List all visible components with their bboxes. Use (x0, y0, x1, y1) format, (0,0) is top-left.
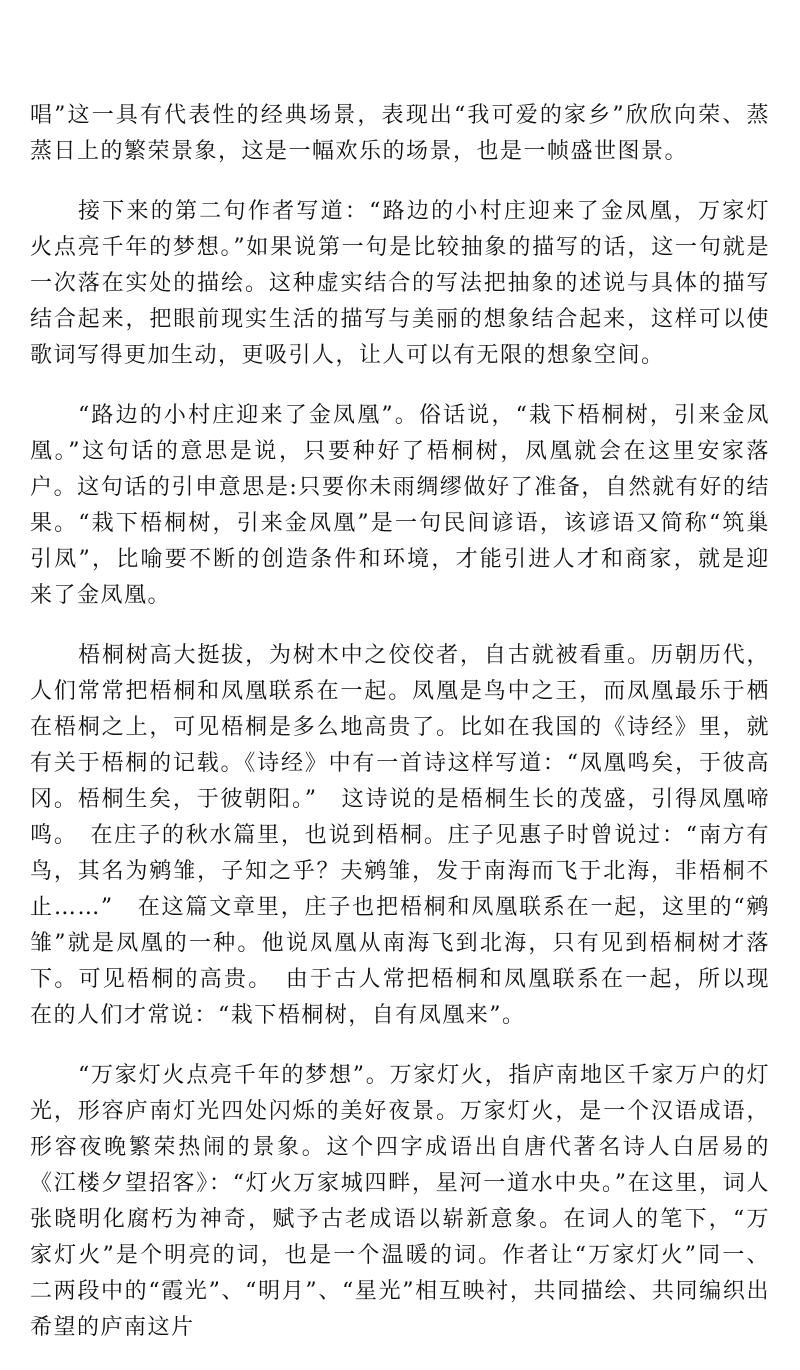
document-page (30, 98, 770, 1370)
paragraph-4: 梧桐树高大挺拔，为树木中之佼佼者，自古就被看重。历朝历代，人们常常把梧桐和凤凰联系在一起。凤凰是鸟中之王，而凤凰最乐于栖在梧桐之上，可见梧桐是多么地高贵了。比如在我国的《诗经》里，就有关于梧桐的记载。《诗经》中有一首诗这样写道：“凤凰鸣矣，于彼高冈。梧桐生矣，于彼朝阳。” 这诗说的是梧桐生长的茂盛，引得凤凰啼鸣。 在庄子的秋水篇里，也说到梧桐。庄子见惠子时曾说过：“南方有鸟，其名为鹓雏，子知之乎？夫鹓雏，发于南海而飞于北海，非梧桐不止……” 在这篇文章里，庄子也把梧桐和凤凰联系在一起，这里的“鹓雏”就是凤凰的一种。他说凤凰从南海飞到北海，只有见到梧桐树才落下。可见梧桐的高贵。 由于古人常把梧桐和凤凰联系在一起，所以现在的人们才常说：“栽下梧桐树，自有凤凰来”。 (30, 643, 770, 1028)
paragraph-5: “万家灯火点亮千年的梦想”。万家灯火，指庐南地区千家万户的灯光，形容庐南灯光四处闪烁的美好夜景。万家灯火，是一个汉语成语，形容夜晚繁荣热闹的景象。这个四字成语出自唐代著名诗人白居易的《江楼夕望招客》：“灯火万家城四畔，星河一道水中央。”在这里，词人张晓明化腐朽为神奇，赋予古老成语以崭新意象。在词人的笔下，“万家灯火”是个明亮的词，也是一个温暖的词。作者让“万家灯火”同一、二两段中的“霞光”、“明月”、“星光”相互映衬，共同描绘、共同编织出希望的庐南这片 (30, 1063, 770, 1340)
paragraph-1: 唱”这一具有代表性的经典场景，表现出“我可爱的家乡”欣欣向荣、蒸蒸日上的繁荣景象，这是一幅欢乐的场景，也是一帧盛世图景。 (30, 103, 770, 164)
paragraph-2: 接下来的第二句作者写道：“路边的小村庄迎来了金凤凰，万家灯火点亮千年的梦想。”如果说第一句是比较抽象的描写的话，这一句就是一次落在实处的描绘。这种虚实结合的写法把抽象的述说与具体的描写结合起来，把眼前现实生活的描写与美丽的想象结合起来，这样可以使歌词写得更加生动，更吸引人，让人可以有无限的想象空间。 (30, 199, 770, 368)
paragraph-3: “路边的小村庄迎来了金凤凰”。俗话说，“栽下梧桐树，引来金凤凰。”这句话的意思是说，只要种好了梧桐树，凤凰就会在这里安家落户。这句话的引申意思是:只要你未雨绸缪做好了准备，自然就有好的结果。“栽下梧桐树，引来金凤凰”是一句民间谚语，该谚语又简称“筑巢引凤”，比喻要不断的创造条件和环境，才能引进人才和商家，就是迎来了金凤凰。 (30, 403, 770, 608)
